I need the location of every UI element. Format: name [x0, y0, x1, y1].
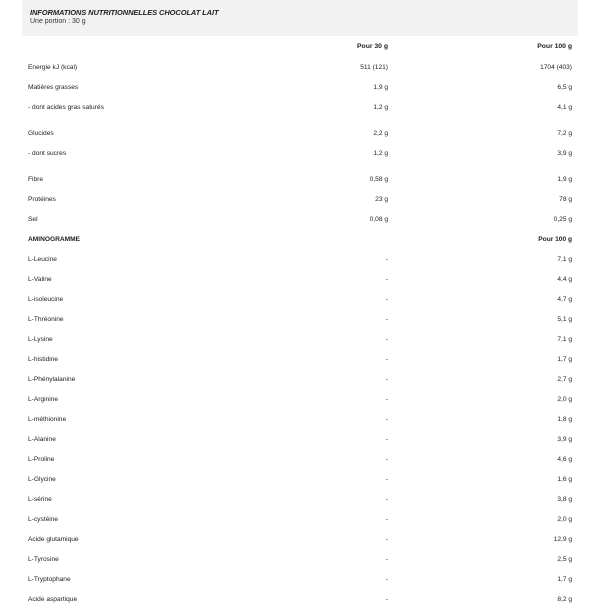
- row-per100-value: 5,1 g: [557, 316, 572, 323]
- table-row: [22, 270, 578, 290]
- table-row: [22, 570, 578, 590]
- table-row: [22, 350, 578, 370]
- row-per100-value: 2,5 g: [557, 556, 572, 563]
- row-per100-value: 78 g: [559, 196, 572, 203]
- table-row: [22, 490, 578, 510]
- row-label: L-Lysine: [28, 336, 53, 343]
- row-portion-value: -: [385, 256, 388, 263]
- column-headers: [22, 36, 578, 58]
- row-label: Matières grasses: [28, 84, 79, 91]
- aminogramme-column: Pour 100 g: [538, 236, 572, 243]
- row-portion-value: 511 (121): [360, 64, 388, 71]
- row-portion-value: -: [385, 296, 388, 303]
- row-portion-value: -: [385, 276, 388, 283]
- row-portion-value: -: [385, 376, 388, 383]
- portion-size: Une portion : 30 g: [30, 18, 86, 25]
- row-per100-value: 4,1 g: [557, 104, 572, 111]
- row-portion-value: 1,9 g: [373, 84, 388, 91]
- row-portion-value: 2,2 g: [373, 130, 388, 137]
- table-row: [22, 58, 578, 78]
- table-row: [22, 510, 578, 530]
- row-portion-value: -: [385, 356, 388, 363]
- row-label: L-Arginine: [28, 396, 59, 403]
- row-portion-value: -: [385, 536, 388, 543]
- row-portion-value: -: [385, 416, 388, 423]
- row-portion-value: -: [385, 576, 388, 583]
- row-per100-value: 6,5 g: [557, 84, 572, 91]
- row-per100-value: 4,7 g: [557, 296, 572, 303]
- table-row: [22, 250, 578, 270]
- row-per100-value: 3,9 g: [557, 150, 572, 157]
- row-portion-value: 0,58 g: [369, 176, 388, 183]
- table-row: [22, 210, 578, 230]
- row-label: Acide glutamique: [28, 536, 79, 543]
- table-row: [22, 330, 578, 350]
- row-portion-value: 0,08 g: [369, 216, 388, 223]
- row-per100-value: 2,0 g: [557, 516, 572, 523]
- row-label: L-sérine: [28, 496, 52, 503]
- table-row: [22, 590, 578, 610]
- row-per100-value: 1,7 g: [557, 356, 572, 363]
- row-label: L-cystéine: [28, 516, 59, 523]
- row-label: L-Proline: [28, 456, 55, 463]
- row-portion-value: 23 g: [375, 196, 388, 203]
- aminogramme-title: AMINOGRAMME: [28, 236, 81, 243]
- row-label: - dont acides gras saturés: [28, 104, 104, 111]
- nutrition-table: [22, 0, 578, 610]
- row-portion-value: -: [385, 336, 388, 343]
- table-row: [22, 98, 578, 118]
- row-label: Acide aspartique: [28, 596, 78, 603]
- row-portion-value: -: [385, 516, 388, 523]
- row-per100-value: 1704 (403): [540, 64, 572, 71]
- row-portion-value: -: [385, 316, 388, 323]
- row-per100-value: 7,1 g: [557, 336, 572, 343]
- row-per100-value: 2,0 g: [557, 396, 572, 403]
- row-label: Sel: [28, 216, 38, 223]
- table-row: [22, 190, 578, 210]
- row-label: L-histidine: [28, 356, 59, 363]
- row-per100-value: 7,2 g: [557, 130, 572, 137]
- row-per100-value: 0,25 g: [553, 216, 572, 223]
- row-label: L-Phénylalanine: [28, 376, 76, 383]
- table-row: [22, 470, 578, 490]
- table-row: [22, 450, 578, 470]
- table-title: INFORMATIONS NUTRITIONNELLES CHOCOLAT LAIT: [30, 8, 219, 17]
- row-per100-value: 4,6 g: [557, 456, 572, 463]
- row-per100-value: 7,1 g: [557, 256, 572, 263]
- row-per100-value: 1,9 g: [557, 176, 572, 183]
- table-row: [22, 430, 578, 450]
- row-per100-value: 12,9 g: [553, 536, 572, 543]
- table-header: [22, 0, 578, 36]
- row-per100-value: 2,7 g: [557, 376, 572, 383]
- row-per100-value: 4,4 g: [557, 276, 572, 283]
- row-label: L-Thréonine: [28, 316, 64, 323]
- row-portion-value: -: [385, 476, 388, 483]
- row-label: Fibre: [28, 176, 44, 183]
- row-label: L-Alanine: [28, 436, 56, 443]
- row-label: L-Glycine: [28, 476, 56, 483]
- row-portion-value: -: [385, 496, 388, 503]
- row-label: L-méthionine: [28, 416, 67, 423]
- table-row: [22, 370, 578, 390]
- row-portion-value: -: [385, 436, 388, 443]
- row-portion-value: 1,2 g: [373, 104, 388, 111]
- row-label: L-isoleucine: [28, 296, 64, 303]
- table-row: [22, 124, 578, 144]
- row-label: L-Valine: [28, 276, 52, 283]
- row-per100-value: 3,8 g: [557, 496, 572, 503]
- table-row: [22, 310, 578, 330]
- table-row: [22, 78, 578, 98]
- table-row: [22, 290, 578, 310]
- row-per100-value: 1,6 g: [557, 476, 572, 483]
- table-row: [22, 144, 578, 164]
- row-per100-value: 1,8 g: [557, 416, 572, 423]
- row-per100-value: 1,7 g: [557, 576, 572, 583]
- row-portion-value: -: [385, 556, 388, 563]
- table-row: [22, 390, 578, 410]
- table-row: [22, 530, 578, 550]
- row-portion-value: 1,2 g: [373, 150, 388, 157]
- row-label: Glucides: [28, 130, 54, 137]
- col-per-100: Pour 100 g: [537, 43, 572, 50]
- table-row: [22, 410, 578, 430]
- row-label: - dont sucres: [28, 150, 67, 157]
- row-portion-value: -: [385, 456, 388, 463]
- row-per100-value: 8,2 g: [557, 596, 572, 603]
- col-per-portion: Pour 30 g: [357, 43, 388, 50]
- row-portion-value: -: [385, 396, 388, 403]
- row-label: Energie kJ (kcal): [28, 64, 78, 71]
- aminogramme-header: [22, 230, 578, 250]
- row-per100-value: 3,9 g: [557, 436, 572, 443]
- table-row: [22, 170, 578, 190]
- row-label: L-Tyrosine: [28, 556, 59, 563]
- row-label: Protéines: [28, 196, 56, 203]
- row-label: L-Tryptophane: [28, 576, 71, 583]
- table-row: [22, 550, 578, 570]
- row-portion-value: -: [385, 596, 388, 603]
- row-label: L-Leucine: [28, 256, 57, 263]
